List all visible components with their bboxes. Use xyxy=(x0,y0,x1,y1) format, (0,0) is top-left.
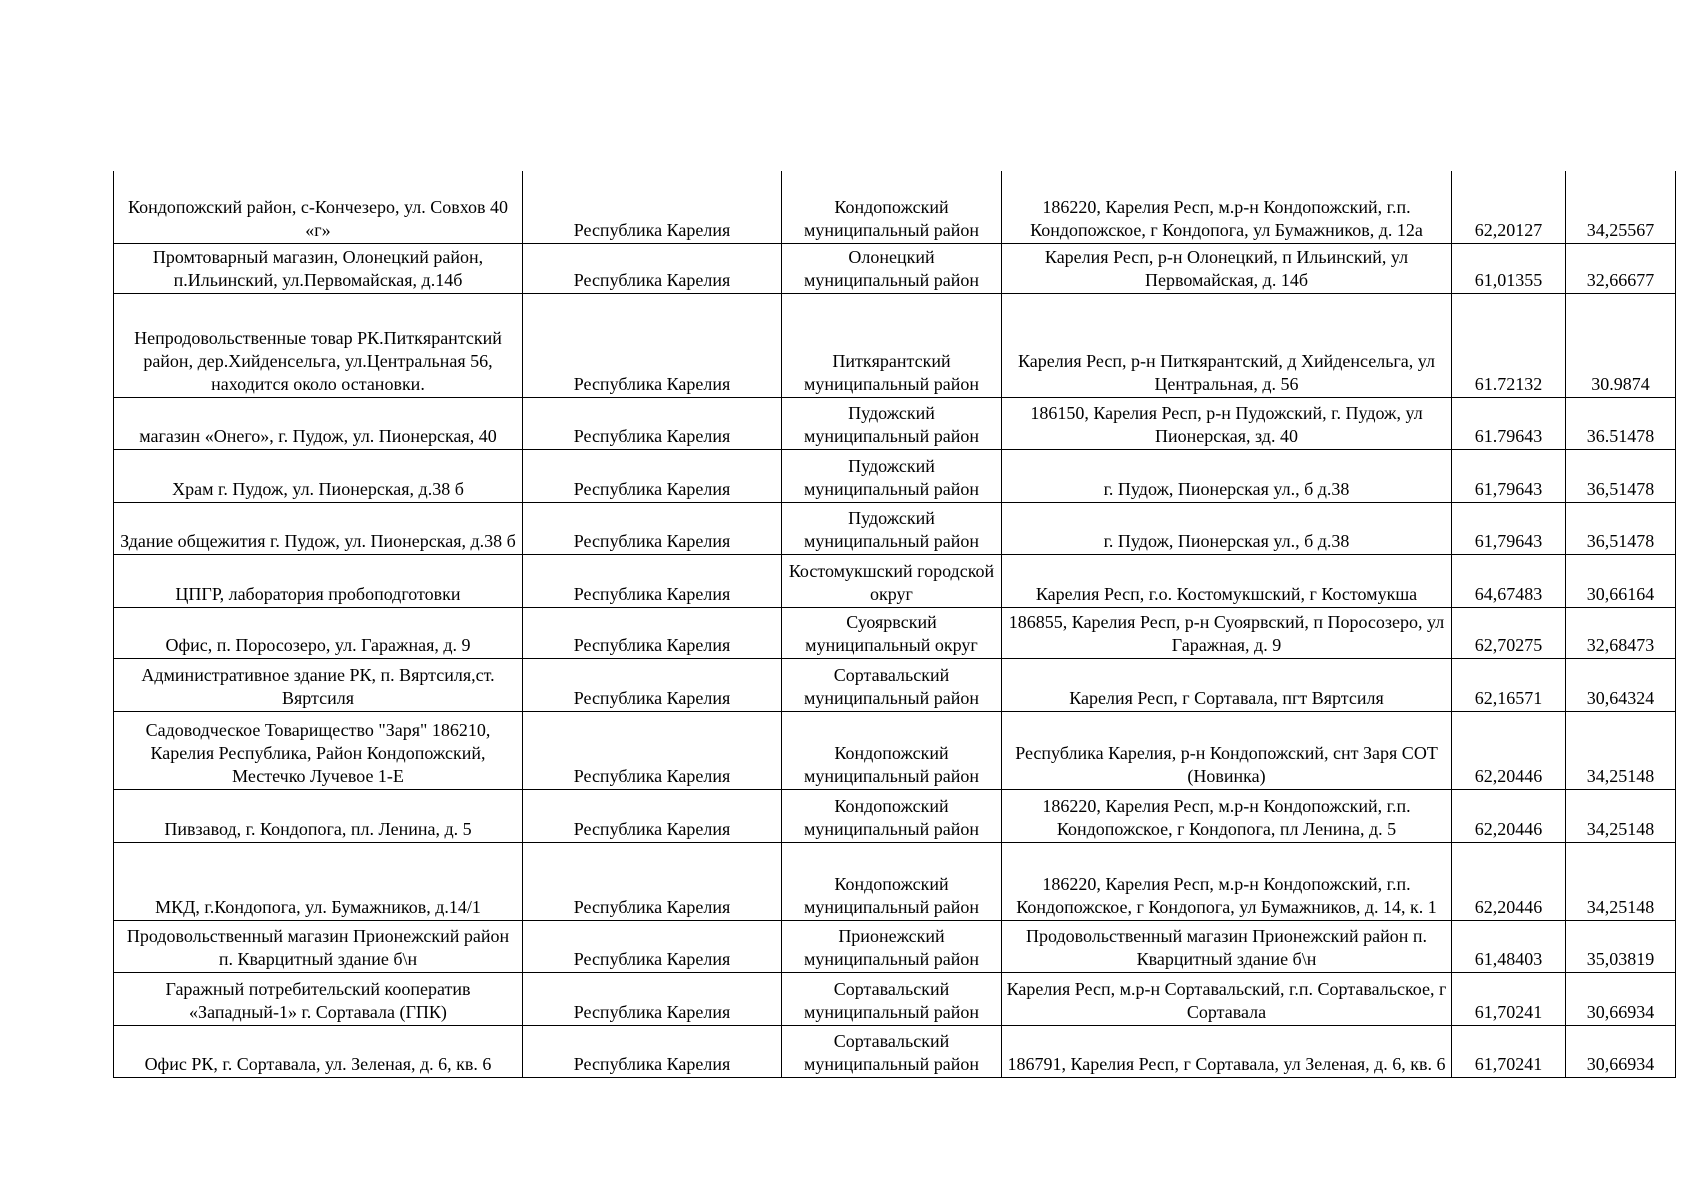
table-row xyxy=(114,449,1676,502)
longitude-cell: 30,66934 xyxy=(1566,1025,1676,1077)
address-cell: 186220, Карелия Респ, м.р-н Кондопожский, г.п. Кондопожское, г Кондопога, ул Бумажников, д. 14, к. 1 xyxy=(1002,842,1452,920)
address-cell: 186855, Карелия Респ, р-н Суоярвский, п Поросозеро, ул Гаражная, д. 9 xyxy=(1002,607,1452,658)
latitude-cell: 61.79643 xyxy=(1452,397,1566,449)
latitude-cell: 61,79643 xyxy=(1452,449,1566,502)
address-cell: 186791, Карелия Респ, г Сортавала, ул Зеленая, д. 6, кв. 6 xyxy=(1002,1025,1452,1077)
region-cell: Республика Карелия xyxy=(523,972,782,1025)
longitude-cell: 30.9874 xyxy=(1566,293,1676,397)
object-name-cell: магазин «Онего», г. Пудож, ул. Пионерская, 40 xyxy=(114,397,523,449)
longitude-cell: 34,25148 xyxy=(1566,842,1676,920)
district-cell: Сортавальский муниципальный район xyxy=(782,1025,1002,1077)
table-row xyxy=(114,789,1676,842)
table-row xyxy=(114,397,1676,449)
district-cell: Сортавальский муниципальный район xyxy=(782,972,1002,1025)
region-cell: Республика Карелия xyxy=(523,711,782,789)
region-cell: Республика Карелия xyxy=(523,293,782,397)
address-cell: Карелия Респ, р-н Питкярантский, д Хийденсельга, ул Центральная, д. 56 xyxy=(1002,293,1452,397)
latitude-cell: 61,70241 xyxy=(1452,1025,1566,1077)
district-cell: Прионежский муниципальный район xyxy=(782,920,1002,972)
locations-table xyxy=(113,171,1676,1078)
district-cell: Питкярантский муниципальный район xyxy=(782,293,1002,397)
table-row xyxy=(114,607,1676,658)
district-cell: Суоярвский муниципальный округ xyxy=(782,607,1002,658)
region-cell: Республика Карелия xyxy=(523,920,782,972)
longitude-cell: 34,25567 xyxy=(1566,171,1676,243)
district-cell: Кондопожский муниципальный район xyxy=(782,842,1002,920)
table-row xyxy=(114,972,1676,1025)
district-cell: Кондопожский муниципальный район xyxy=(782,711,1002,789)
object-name-cell: Пивзавод, г. Кондопога, пл. Ленина, д. 5 xyxy=(114,789,523,842)
region-cell: Республика Карелия xyxy=(523,842,782,920)
object-name-cell: Административное здание РК, п. Вяртсиля,ст. Вяртсиля xyxy=(114,658,523,711)
object-name-cell: Гаражный потребительский кооператив «Западный-1» г. Сортавала (ГПК) xyxy=(114,972,523,1025)
longitude-cell: 36,51478 xyxy=(1566,502,1676,554)
table-row xyxy=(114,842,1676,920)
district-cell: Сортавальский муниципальный район xyxy=(782,658,1002,711)
region-cell: Республика Карелия xyxy=(523,658,782,711)
longitude-cell: 36.51478 xyxy=(1566,397,1676,449)
latitude-cell: 62,20127 xyxy=(1452,171,1566,243)
address-cell: Карелия Респ, г Сортавала, пгт Вяртсиля xyxy=(1002,658,1452,711)
district-cell: Пудожский муниципальный район xyxy=(782,397,1002,449)
object-name-cell: Продовольственный магазин Прионежский район п. Кварцитный здание б\н xyxy=(114,920,523,972)
longitude-cell: 34,25148 xyxy=(1566,789,1676,842)
table-row xyxy=(114,658,1676,711)
address-cell: Карелия Респ, м.р-н Сортавальский, г.п. Сортавальское, г Сортавала xyxy=(1002,972,1452,1025)
longitude-cell: 32,66677 xyxy=(1566,243,1676,293)
table-row xyxy=(114,711,1676,789)
object-name-cell: Храм г. Пудож, ул. Пионерская, д.38 б xyxy=(114,449,523,502)
longitude-cell: 30,66934 xyxy=(1566,972,1676,1025)
longitude-cell: 30,66164 xyxy=(1566,554,1676,607)
region-cell: Республика Карелия xyxy=(523,789,782,842)
object-name-cell: Садоводческое Товарищество "Заря" 186210, Карелия Республика, Район Кондопожский, Местечко Лучевое 1-Е xyxy=(114,711,523,789)
district-cell: Олонецкий муниципальный район xyxy=(782,243,1002,293)
district-cell: Кондопожский муниципальный район xyxy=(782,789,1002,842)
region-cell: Республика Карелия xyxy=(523,171,782,243)
address-cell: Карелия Респ, р-н Олонецкий, п Ильинский, ул Первомайская, д. 14б xyxy=(1002,243,1452,293)
object-name-cell: Здание общежития г. Пудож, ул. Пионерская, д.38 б xyxy=(114,502,523,554)
region-cell: Республика Карелия xyxy=(523,607,782,658)
table-row xyxy=(114,171,1676,243)
latitude-cell: 64,67483 xyxy=(1452,554,1566,607)
longitude-cell: 36,51478 xyxy=(1566,449,1676,502)
longitude-cell: 30,64324 xyxy=(1566,658,1676,711)
region-cell: Республика Карелия xyxy=(523,243,782,293)
table-row xyxy=(114,293,1676,397)
latitude-cell: 61.72132 xyxy=(1452,293,1566,397)
latitude-cell: 62,20446 xyxy=(1452,842,1566,920)
latitude-cell: 61,70241 xyxy=(1452,972,1566,1025)
object-name-cell: МКД, г.Кондопога, ул. Бумажников, д.14/1 xyxy=(114,842,523,920)
address-cell: 186220, Карелия Респ, м.р-н Кондопожский, г.п. Кондопожское, г Кондопога, пл Ленина, д. 5 xyxy=(1002,789,1452,842)
longitude-cell: 34,25148 xyxy=(1566,711,1676,789)
latitude-cell: 62,16571 xyxy=(1452,658,1566,711)
table-row xyxy=(114,554,1676,607)
district-cell: Костомукшский городской округ xyxy=(782,554,1002,607)
district-cell: Пудожский муниципальный район xyxy=(782,449,1002,502)
table-row xyxy=(114,243,1676,293)
address-cell: Продовольственный магазин Прионежский район п. Кварцитный здание б\н xyxy=(1002,920,1452,972)
object-name-cell: Офис РК, г. Сортавала, ул. Зеленая, д. 6, кв. 6 xyxy=(114,1025,523,1077)
object-name-cell: Промтоварный магазин, Олонецкий район, п.Ильинский, ул.Первомайская, д.14б xyxy=(114,243,523,293)
latitude-cell: 61,48403 xyxy=(1452,920,1566,972)
object-name-cell: Непродовольственные товар РК.Питкярантский район, дер.Хийденсельга, ул.Центральная 56, находится около остановки. xyxy=(114,293,523,397)
address-cell: 186150, Карелия Респ, р-н Пудожский, г. Пудож, ул Пионерская, зд. 40 xyxy=(1002,397,1452,449)
longitude-cell: 35,03819 xyxy=(1566,920,1676,972)
object-name-cell: Кондопожский район, с-Кончезеро, ул. Совхов 40 «г» xyxy=(114,171,523,243)
region-cell: Республика Карелия xyxy=(523,554,782,607)
latitude-cell: 62,20446 xyxy=(1452,789,1566,842)
latitude-cell: 61,01355 xyxy=(1452,243,1566,293)
region-cell: Республика Карелия xyxy=(523,1025,782,1077)
table-row xyxy=(114,920,1676,972)
region-cell: Республика Карелия xyxy=(523,502,782,554)
address-cell: г. Пудож, Пионерская ул., б д.38 xyxy=(1002,502,1452,554)
district-cell: Кондопожский муниципальный район xyxy=(782,171,1002,243)
table-row xyxy=(114,502,1676,554)
longitude-cell: 32,68473 xyxy=(1566,607,1676,658)
region-cell: Республика Карелия xyxy=(523,397,782,449)
table-row xyxy=(114,1025,1676,1077)
address-cell: 186220, Карелия Респ, м.р-н Кондопожский, г.п. Кондопожское, г Кондопога, ул Бумажников, д. 12а xyxy=(1002,171,1452,243)
address-cell: Карелия Респ, г.о. Костомукшский, г Костомукша xyxy=(1002,554,1452,607)
latitude-cell: 62,20446 xyxy=(1452,711,1566,789)
district-cell: Пудожский муниципальный район xyxy=(782,502,1002,554)
object-name-cell: Офис, п. Поросозеро, ул. Гаражная, д. 9 xyxy=(114,607,523,658)
latitude-cell: 62,70275 xyxy=(1452,607,1566,658)
object-name-cell: ЦПГР, лаборатория пробоподготовки xyxy=(114,554,523,607)
region-cell: Республика Карелия xyxy=(523,449,782,502)
latitude-cell: 61,79643 xyxy=(1452,502,1566,554)
address-cell: г. Пудож, Пионерская ул., б д.38 xyxy=(1002,449,1452,502)
address-cell: Республика Карелия, р-н Кондопожский, снт Заря СОТ (Новинка) xyxy=(1002,711,1452,789)
